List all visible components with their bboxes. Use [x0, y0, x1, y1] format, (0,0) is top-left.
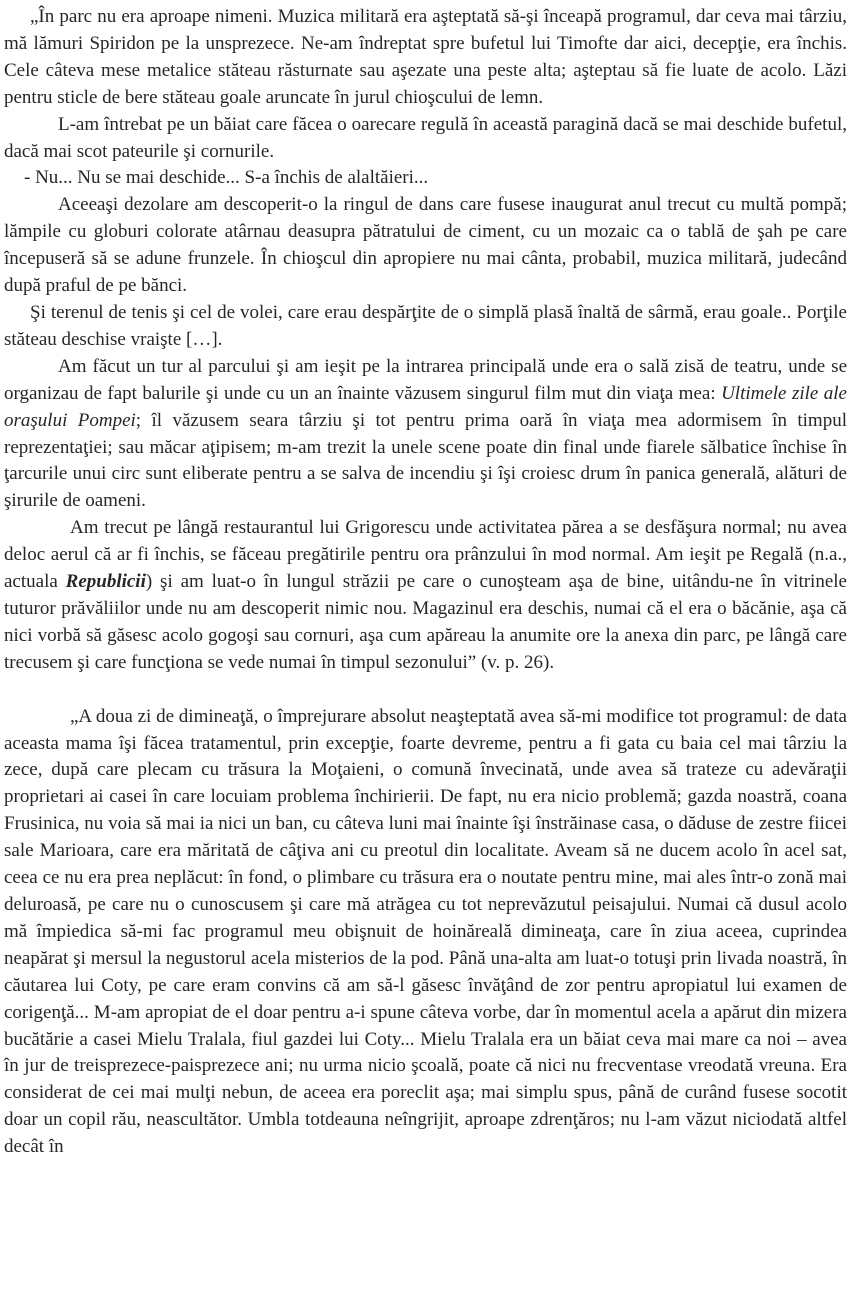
street-name: Republicii [65, 571, 146, 593]
paragraph-4: Aceeaşi dezolare am descoperit-o la ringul de dans care fusese inaugurat anul trecut cu multă pompă; lămpile cu globuri colorate atârnau deasupra pătratului de ciment, cu un mozaic ca o tablă de şah pe care începuseră să se adune frunzele. În chioşcul din apropiere nu mai cânta, probabil, muzica militară, judecând după praful de pe bănci. [4, 194, 847, 297]
document-page [4, 4, 847, 1161]
paragraph-5: Şi terenul de tenis şi cel de volei, care erau despărţite de o simplă plasă înaltă de sârmă, erau goale.. Porţile stăteau deschise vraişte […]. [4, 301, 847, 350]
film-title: Ultimele zile ale oraşului Pompei [4, 382, 847, 431]
paragraph-8: „A doua zi de dimineaţă, o împrejurare absolut neaşteptată avea să-mi modifice tot programul: de data aceasta mama îşi făcea tratamentul, prin excepţie, foarte devreme, pentru a fi gata cu baia cel mai târziu la zece, după care plecam cu trăsura la Moţaieni, o comună învecinată, unde avea să trateze cu adevăraţii proprietari ai casei în care locuiam problema închirierii. De fapt, nu era nicio problemă; gazda noastră, coana Frusinica, nu voia să mai ia nici un ban, cu câteva luni mai înainte îşi înstrăinase casa, o dăduse de zestre fiicei sale Marioara, care era măritată de câţiva ani cu preotul din localitate. Aveam să ne ducem acolo în acel sat, ceea ce nu era prea neplăcut: în fond, o plimbare cu trăsura era o noutate pentru mine, mai ales într-o zonă mai deluroasă, pe care nu o cunoscusem şi care mă atrăgea cu tot neprevăzutul peisajului. Numai că dusul acolo mă împiedica să-mi fac programul meu obişnuit de hoinăreală dimineaţa, care în ziua aceea, cuprindea neapărat şi mersul la negustorul acela misterios de la pod. Până una-alta am luat-o totuşi prin livada noastră, în căutarea lui Coty, pe care eram convins că am să-l găsesc învăţând de zor pentru apropiatul lui examen de corigenţă... M-am apropiat de el doar pentru a-i spune câteva vorbe, dar în momentul acela a apărut din mizera bucătărie a casei Mielu Tralala, fiul gazdei lui Coty... Mielu Tralala era un băiat ceva mai mare ca noi – avea în jur de treisprezece-paisprezece ani; nu urma nicio şcoală, poate că nici nu frecventase vreodată vreuna. Era considerat de cei mai mulţi nebun, de aceea era poreclit aşa; mai simplu spus, până de curând fusese socotit doar un copil rău, neascultător. Umbla totdeauna neîngrijit, aproape zdrenţăros; nu l-am văzut niciodată altfel decât în [4, 705, 847, 1158]
paragraph-6-text-a: Am făcut un tur al parcului şi am ieşit pe la intrarea principală unde era o sală zisă de teatru, unde se organizau de fapt balurile şi unde cu un an înainte văzusem singurul film mut din viaţa mea: [4, 355, 847, 404]
paragraph-1: „În parc nu era aproape nimeni. Muzica militară era aşteptată să-şi înceapă programul, dar ceva mai târziu, mă lămuri Spiridon pe la unsprezece. Ne-am îndreptat spre bufetul lui Timofte dar aici, decepţie, era închis. Cele câteva mese metalice stăteau răsturnate sau aşezate una peste alta; aşteptau să fie luate de acolo. Lăzi pentru sticle de bere stăteau goale aruncate în jurul chioşcului de lemn. [4, 6, 847, 108]
paragraph-7-text-b: ) şi am luat-o în lungul străzii pe care o cunoşteam aşa de bine, uitându-ne în vitrinele tuturor prăvăliilor unde nu am descoperit nimic nou. Magazinul era deschis, numai că el era o băcănie, aşa că nici vorbă să găsesc acolo gogoşi sau cornuri, aşa cum apăreau la anumite ore la anexa din parc, pe lângă care trecusem şi care funcţiona se vede numai în timpul sezonului” (v. p. 26). [4, 571, 847, 673]
paragraph-6 [4, 354, 847, 515]
paragraph-7 [4, 515, 847, 676]
paragraph-2: L-am întrebat pe un băiat care făcea o oarecare regulă în această paragină dacă se mai deschide bufetul, dacă mai scot pateurile şi cornurile. [4, 113, 847, 162]
section-gap [4, 677, 847, 704]
paragraph-3-dialogue: - Nu... Nu se mai deschide... S-a închis de alaltăieri... [24, 167, 429, 189]
paragraph-7-text-a: Am trecut pe lângă restaurantul lui Grigorescu unde activitatea părea a se desfăşura normal; nu avea deloc aerul că ar fi închis, se făceau pregătirile pentru ora prânzului în mod normal. Am ieşit pe Regală (n.a., actuala [4, 517, 847, 593]
paragraph-6-text-b: ; îl văzusem seara târziu şi tot pentru prima oară în viaţa mea adormisem în timpul reprezentaţiei; sau măcar aţipisem; m-am trezit la unele scene poate din final unde fiarele sălbatice închise în ţarcurile unui circ sunt eliberate pentru a se salva de incendiu şi îşi croiesc drum în panica generală, alături de şirurile de oameni. [4, 409, 847, 512]
